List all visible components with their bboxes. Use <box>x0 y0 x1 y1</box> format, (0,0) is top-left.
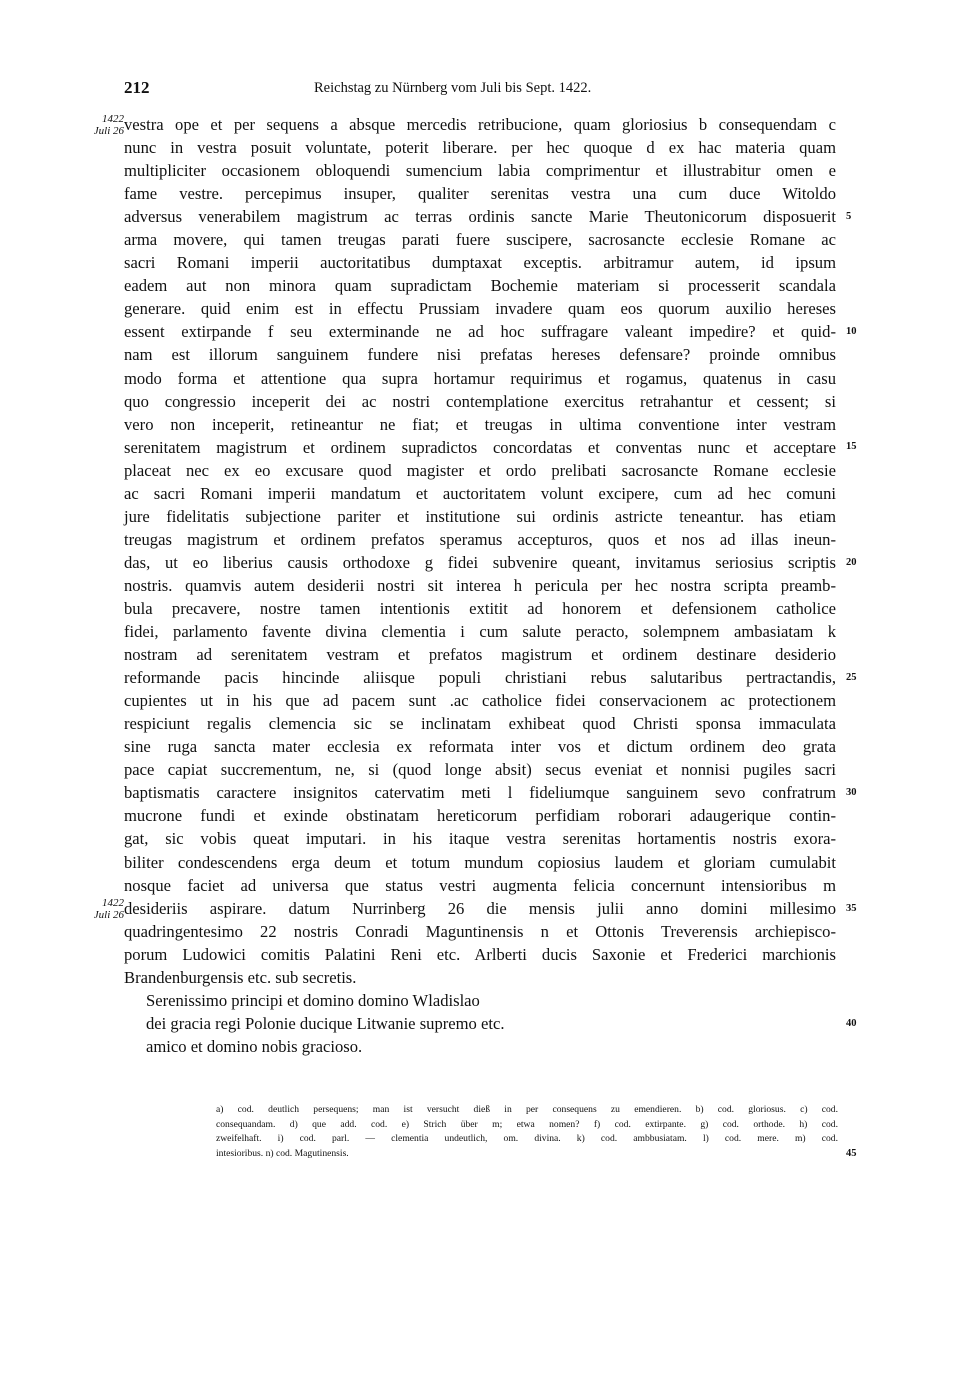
text-line: multipliciter occasionem obloquendi sumencium labia comprimentur et illustrabitur omen e <box>124 161 836 181</box>
text-line: biliter condescendens erga deum et totum mundum copiosius laudem et gloriam cumulabit <box>124 852 836 872</box>
address-line: dei gracia regi Polonie ducique Litwanie supremo etc. <box>146 1014 505 1034</box>
text-line: nosque faciet ad universa que status vestri augmenta felicia concernunt intensioribus m <box>124 875 836 895</box>
margin-date-day: Juli 26 <box>93 125 124 137</box>
line-number-marker: 30 <box>846 787 857 798</box>
text-line: Brandenburgensis etc. sub secretis. <box>124 967 357 987</box>
text-line: cupientes ut in his que ad pacem sunt .ac catholice fidei conservacionem ac protectionem <box>124 691 836 711</box>
text-line: desideriis aspirare. datum Nurrinberg 26 die mensis julii anno domini millesimo <box>124 898 836 918</box>
line-number-marker: 45 <box>846 1148 857 1159</box>
footnotes <box>216 1103 838 1161</box>
text-line: respiciunt regalis clemencia sic se inclinatam exhibeat quod Christi sponsa immaculata <box>124 714 836 734</box>
text-line: vero non inceperit, retineantur ne fiat; et treugas in ultima conventione inter vestram <box>124 414 836 434</box>
footnote-line: consequandam. d) que add. cod. e) Strich über m; etwa nomen? f) cod. extirpante. g) cod. orthode. h) cod. <box>216 1118 838 1130</box>
text-line: essent extirpande f seu exterminande ne ad hoc suffragare valeant impedire? et quid- <box>124 322 836 342</box>
letter-body <box>124 113 836 989</box>
text-line: nam est illorum sanguinem fundere nisi prefatas hereses defensare? proinde omnibus <box>124 345 836 365</box>
text-line: nostris. quamvis autem desiderii nostri sit interea h pericula per hec nostra scripta preamb- <box>124 575 836 595</box>
text-line: fame vestre. percepimus insuper, qualiter serenitas vestra una cum duce Witoldo <box>124 184 836 204</box>
margin-date-year: 1422 <box>102 897 124 909</box>
page-header <box>124 78 836 102</box>
footnote-line: zweifelhaft. i) cod. parl. — clementia undeutlich, om. divina. k) cod. ambbusiatam. l) cod. mere. m) cod. <box>216 1133 838 1144</box>
running-title: Reichstag zu Nürnberg vom Juli bis Sept. 1422. <box>314 80 592 96</box>
text-line: modo forma et attentione qua supra hortamur requirimus et rogamus, quatenus in casu <box>124 368 836 388</box>
margin-date-day: Juli 26 <box>93 909 124 921</box>
address-block <box>146 989 836 1058</box>
text-line: quo congressio inceperit dei ac nostri contemplatione exercitus retrahantur et cessent; si <box>124 391 836 411</box>
margin-date <box>72 113 124 137</box>
footnote-line: intesioribus. n) cod. Magutinensis. <box>216 1147 349 1159</box>
text-line: sacri Romani imperii auctoritatibus dumptaxat exceptis. arbitramur autem, id ipsum <box>124 253 836 273</box>
margin-date-year: 1422 <box>102 113 124 125</box>
text-line: vestra ope et per sequens a absque mercedis retribucione, quam gloriosius b consequendam c <box>124 115 836 134</box>
line-number-marker: 5 <box>846 211 852 222</box>
text-line: porum Ludowici comitis Palatini Reni etc. Arlberti ducis Saxonie et Frederici marchionis <box>124 944 836 964</box>
line-number-marker: 20 <box>846 557 857 568</box>
address-line: amico et domino nobis gracioso. <box>146 1037 363 1057</box>
text-line: generare. quid enim est in effectu Prussiam invadere quam eos quorum auxilio hereses <box>124 299 836 319</box>
text-line: reformande pacis hincinde aliisque populi christiani rebus salutaribus pertractandis, <box>124 668 836 688</box>
text-line: adversus venerabilem magistrum ac terras ordinis sancte Marie Theutonicorum disposuerit <box>124 207 836 227</box>
text-line: das, ut eo liberius causis orthodoxe g fidei subvenire queant, invitamus seriosius scriptis <box>124 552 836 572</box>
line-number-marker: 15 <box>846 441 857 452</box>
text-line: nunc in vestra posuit voluntate, poterit liberare. per hec quoque d ex hac materia quam <box>124 138 836 158</box>
text-line: arma movere, qui tamen treugas parati fuere suscipere, sacrosancte ecclesie Romane ac <box>124 230 836 250</box>
text-line: nostram ad serenitatem vestram et prefatos magistrum et ordinem destinare desiderio <box>124 645 836 665</box>
line-number-marker: 10 <box>846 326 857 337</box>
text-line: quadringentesimo 22 nostris Conradi Maguntinensis n et Ottonis Treverensis archiepisco- <box>124 921 836 941</box>
text-line: gat, sic vobis queat imputari. in his itaque vestra serenitas hortamentis nostris exora- <box>124 829 836 849</box>
text-line: pace capiat succrementum, ne, si (quod longe absit) secus eveniat et nonnisi pugiles sacri <box>124 760 836 780</box>
text-line: ac sacri Romani imperii mandatum et auctoritatem volunt excipere, cum ad hec comuni <box>124 483 836 503</box>
text-line: fidei, parlamento favente divina clementia i cum salute peracto, solempnem ambasiatam k <box>124 622 836 642</box>
text-line: treugas magistrum et ordinem prefatos speramus accepturos, quos et nos ad illas ineun- <box>124 529 836 549</box>
line-number-marker: 35 <box>846 903 857 914</box>
address-line: Serenissimo principi et domino domino Wladislao <box>146 991 480 1010</box>
line-number-marker: 40 <box>846 1018 857 1029</box>
page-number: 212 <box>124 78 150 97</box>
text-line: bula precavere, nostre tamen intentionis extitit ad honorem et defensionem catholice <box>124 598 836 618</box>
footnote-line: a) cod. deutlich persequens; man ist versucht dieß in per consequens zu emendieren. b) cod. gloriosus. c) cod. <box>216 1104 838 1115</box>
line-number-marker: 25 <box>846 672 857 683</box>
text-line: placeat nec ex eo excusare quod magister et ordo prelibati sacrosancte Romane ecclesie <box>124 460 836 480</box>
margin-date <box>72 897 124 921</box>
text-line: baptismatis caractere insignitos catervatim meti l fideliumque sanguinem sevo confratrum <box>124 783 836 803</box>
text-line: serenitatem magistrum et ordinem supradictos concordatas et conventas nunc et acceptare <box>124 437 836 457</box>
text-line: jure fidelitatis subjectione pariter et institutione sui ordinis astricte teneantur. has etiam <box>124 506 836 526</box>
text-line: sine ruga sancta mater ecclesia ex reformata inter vos et dictum ordinem deo grata <box>124 737 836 757</box>
text-line: mucrone fundi et exinde obstinatam hereticorum perfidiam roborari adaugerique contin- <box>124 806 836 826</box>
text-line: eadem aut non minora quam supradictam Bochemie materiam si processerit scandala <box>124 276 836 296</box>
